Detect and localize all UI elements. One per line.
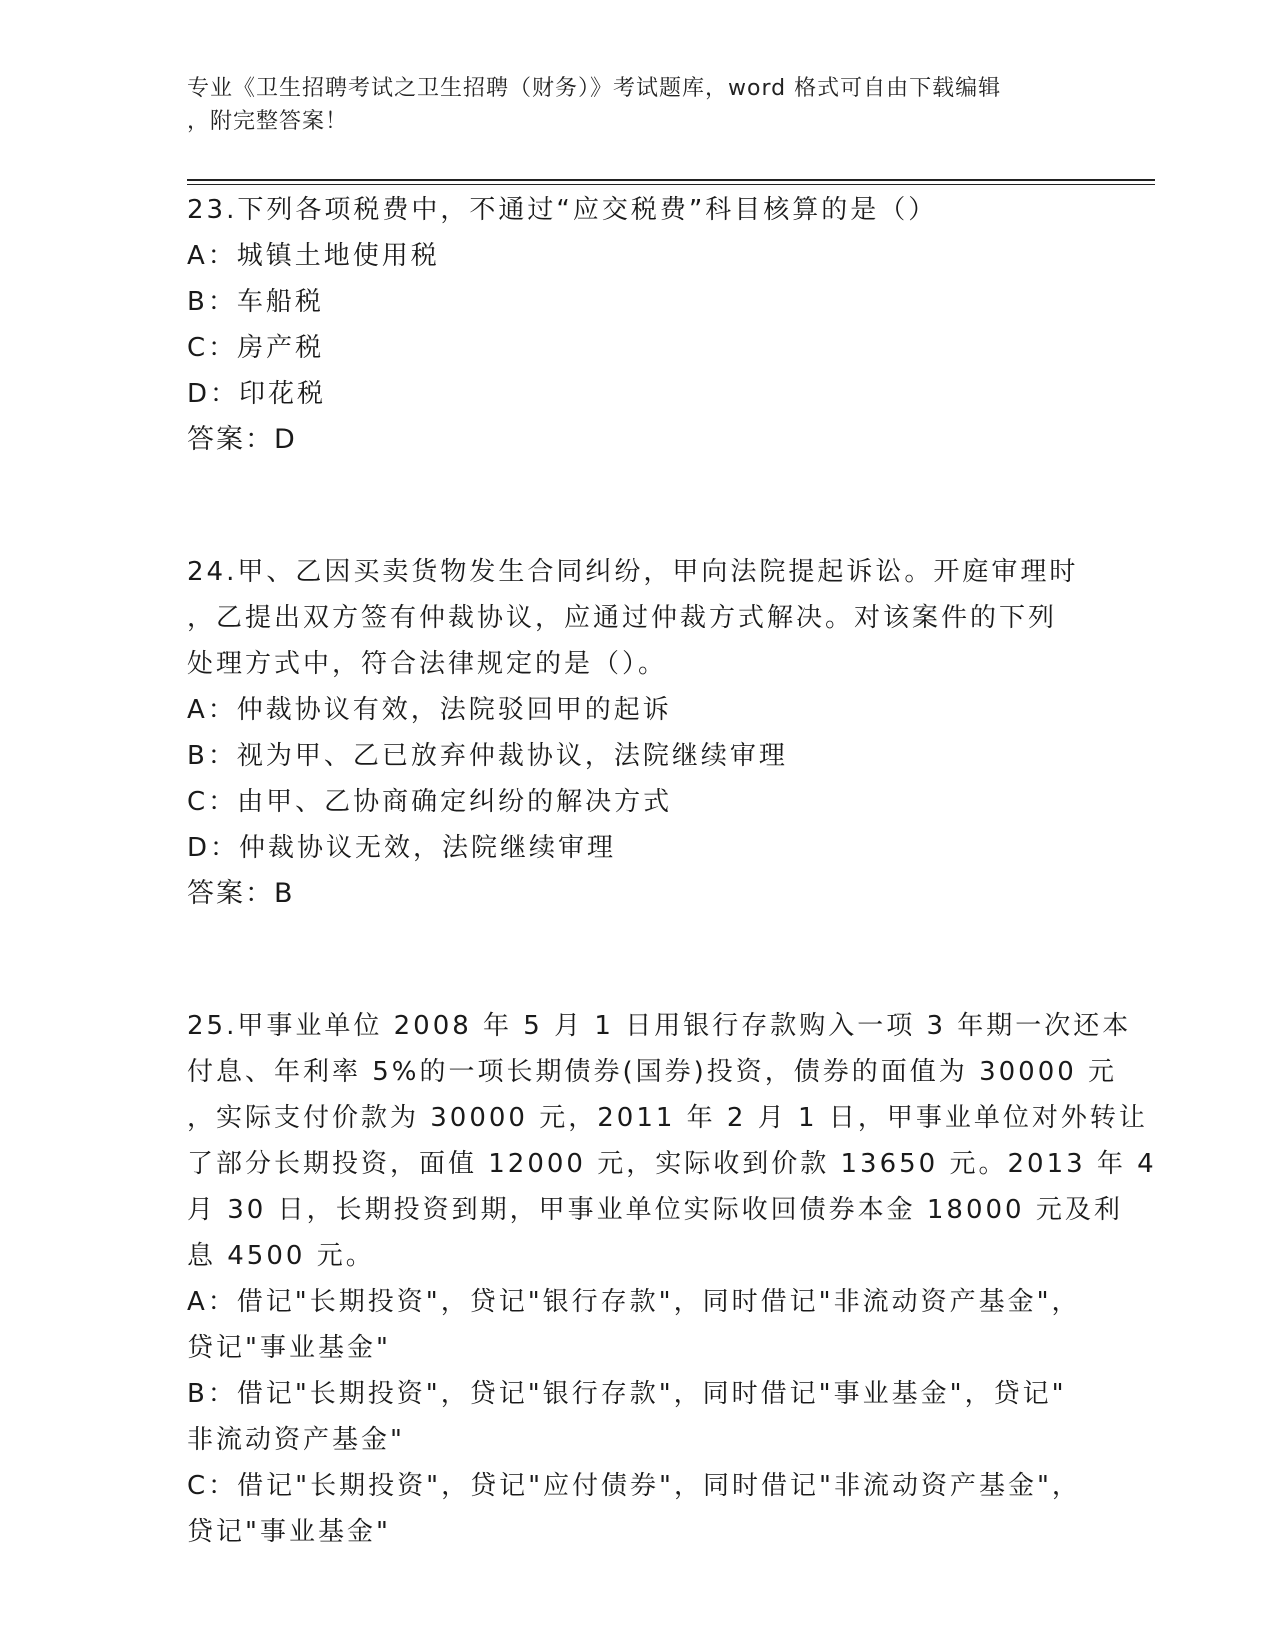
question-item: [187, 1003, 1157, 1555]
option-c: C：借记"长期投资"，贷记"应付债券"，同时借记"非流动资产基金"，: [187, 1471, 1081, 1501]
option-b: B：车船税: [187, 287, 324, 317]
header-line: 专业《卫生招聘考试之卫生招聘（财务）》考试题库，word 格式可自由下载编辑: [187, 76, 1002, 101]
option-a: A：城镇土地使用税: [187, 241, 440, 271]
question-stem: 处理方式中，符合法律规定的是（）。: [187, 649, 668, 679]
option-a: A：借记"长期投资"，贷记"银行存款"，同时借记"非流动资产基金"，: [187, 1287, 1081, 1317]
question-stem: 月 30 日，长期投资到期，甲事业单位实际收回债券本金 18000 元及利: [187, 1195, 1123, 1225]
spacer: [187, 917, 1087, 1003]
option-a: A：仲裁协议有效，法院驳回甲的起诉: [187, 695, 672, 725]
option-c-continued: 贷记"事业基金": [187, 1517, 391, 1547]
option-d: D：仲裁协议无效，法院继续审理: [187, 833, 617, 863]
question-stem: 24.甲、乙因买卖货物发生合同纠纷，甲向法院提起诉讼。开庭审理时: [187, 557, 1079, 587]
question-stem: 息 4500 元。: [187, 1241, 375, 1271]
question-list: [187, 187, 1157, 1555]
document-header: [187, 72, 1067, 138]
question-stem: ，乙提出双方签有仲裁协议，应通过仲裁方式解决。对该案件的下列: [187, 603, 1058, 633]
header-divider: [187, 179, 1155, 181]
option-b: B：借记"长期投资"，贷记"银行存款"，同时借记"事业基金"，贷记": [187, 1379, 1067, 1409]
option-d: D：印花税: [187, 379, 327, 409]
header-line: ，附完整答案！: [187, 109, 349, 134]
option-b-continued: 非流动资产基金": [187, 1425, 405, 1455]
option-c: C：房产税: [187, 333, 325, 363]
option-a-continued: 贷记"事业基金": [187, 1333, 391, 1363]
answer-label: 答案：B: [187, 878, 295, 909]
header-divider: [187, 184, 1155, 185]
spacer: [187, 463, 1087, 549]
question-stem: 25.甲事业单位 2008 年 5 月 1 日用银行存款购入一项 3 年期一次还本: [187, 1011, 1132, 1041]
option-b: B：视为甲、乙已放弃仲裁协议，法院继续审理: [187, 741, 788, 771]
answer-label: 答案：D: [187, 424, 297, 455]
option-c: C：由甲、乙协商确定纠纷的解决方式: [187, 787, 673, 817]
question-item: [187, 187, 1087, 463]
question-stem: ，实际支付价款为 30000 元，2011 年 2 月 1 日，甲事业单位对外转让: [187, 1103, 1148, 1133]
question-stem: 了部分长期投资，面值 12000 元，实际收到价款 13650 元。2013 年 4: [187, 1149, 1157, 1179]
question-stem: 付息、年利率 5%的一项长期债券(国券)投资，债券的面值为 30000 元: [187, 1057, 1118, 1087]
question-item: [187, 549, 1087, 917]
question-stem: 23.下列各项税费中，不通过“应交税费”科目核算的是（）: [187, 195, 938, 225]
